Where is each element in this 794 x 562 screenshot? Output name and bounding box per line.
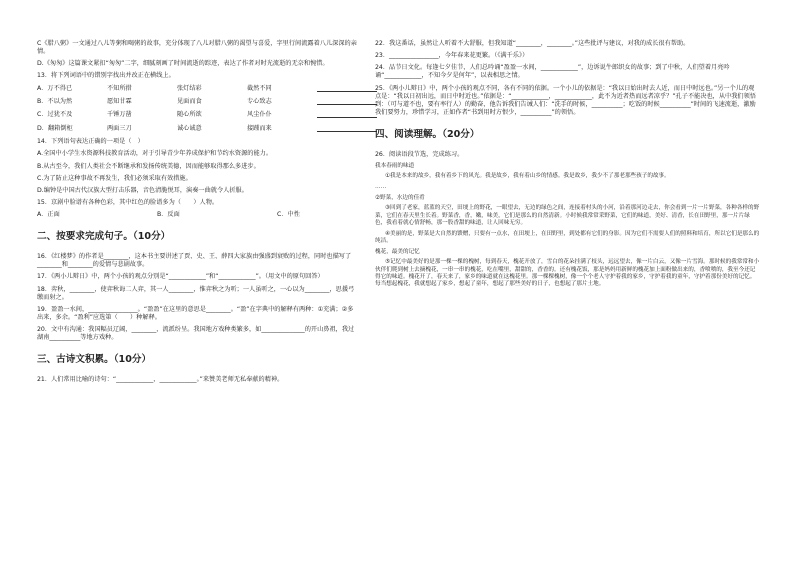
q12-option-c: C《腊八粥》一文通过八儿等粥和喝粥的故事，充分体现了八儿对腊八粥的渴望与喜爱，字里行间流露着八儿深深的亲情。 [37,40,357,55]
left-column [37,40,357,388]
answer-blank[interactable] [317,85,377,92]
q15-stem: 15．京剧中脸谱有各种色彩，其中红色的脸谱多为（ ）人物。 [37,199,219,207]
q13-row-a: A．万不得已 不知所措 张灯结彩 截然不同 [37,85,357,93]
answer-blank[interactable] [317,98,377,105]
q21: 21．人们常用比喻的诗句：“____________，____________。”来赞美老师无私奉献的精神。 [37,376,284,383]
q13-row-c: C．过犹不及 千锤万凿 随心所欲 风尘仆仆 [37,111,357,119]
passage-para-5: ⑤记忆中最美好的是那一棵一棵的槐树，每到春天，槐花开放了，雪白的花朵挂满了枝头，远远望去，像一片白云，又像一片雪海。那时候的我常常和小伙伴们爬到树上去摘槐花，一串一串的槐花，吃在嘴里，甜甜的，香香的。还有槐花饭，那是妈妈用新鲜的槐花加上面粉做出来的，香喷喷的，我至今还记得它的味道。槐花开了，春天来了，家乡的味道就在这槐花里。那一棵棵槐树，像一个个老人守护着我的家乡，守护着我的童年，守护着那份美好的记忆。每当想起槐花，我就想起了家乡，想起了童年，想起了那些美好的日子，也想起了那片土地。 [375,259,760,288]
q15-option-c[interactable]: C．中性 [277,211,300,219]
passage-para-3: ③回到了老家，蓝蓝的天空，田埂上的野花，一眼望去，无边的绿色之间，连接着村头的小河，沿着那河边走去，你会看到一片一片野菜，各种各样的野菜，它们在春天里生长着。野菜香，香，嫩，味美，它们是那么的自然清新。小时候我常常采野菜，它们的味道，美好、清香，长在田野里，那一片片绿色，我看着就心情舒畅，那一股香甜的味道，让人回味无穷。 [375,205,760,226]
passage-title: 我本春雨的味道 [375,162,415,169]
q25: 25．《两小儿辩日》中，两个小孩的观点不同，各有不同的依据。一个小儿的依据是：“我以日始出时去人近，而日中时远也。”另一个儿的观点是：“我以日初出远，而日中时近也。”依据是：“____________，____________，此不为近者热而远者凉乎？”孔子不能决也，从中我们领悟到：（可与道不也，要有率行人）的勤奋，他告诉我们告诫人们：“洗手的时候，__________；吃饭的时候__________”时间的飞速流逝，激励我们要努力，珍惜学习，正如作者“书到用时方恨少，__________”的领悟。 [375,84,756,116]
passage-subtitle-2: 槐花，最美的记忆 [375,248,420,255]
q18: 18．弈秋，________，使弈秋诲二人弈，其一人________，惟弈秋之为听；一人虽听之，一心以为________，思援弓缴而射之。 [37,285,355,301]
q12-option-d: D.《匆匆》这篇课文紧扣“匆匆”二字，细腻刻画了时间流逝的踪迹，表达了作者对时光流逝的无奈和惋惜。 [37,60,329,68]
answer-blank[interactable] [317,111,377,118]
q14-option-a: A.全国中小学生水资源科技教育活动，对于引导青少年养成保护和节约水资源的能力。 [37,150,273,158]
passage-para-4: ④美丽的是，野菜是大自然的馈赠，只要有一点水，在田埂上，在田野里，到处都有它们的身影。因为它们不需要人们的照料和培育，所以它们是那么的纯洁。 [375,230,760,244]
q13-stem: 13．将下列词语中的错别字找出并改正在横线上。 [37,72,175,80]
q14-option-c: C.为了防止这种事故不再发生，我们必须采取有效措施。 [37,174,192,182]
section-3-heading: 三、古诗文积累。（10分） [37,354,152,365]
q23: 23．________________，今年春来花更繁。（《满千乐》） [375,52,529,60]
q24: 24．品节日文化。每逢七夕佳节，人们总吟诵“盈盈一水间，____________”，边诉说牛郎织女的故事；到了中秋，人们望着月亮吟诵“____________，不知今夕是何年”，以表相思之情。 [375,64,730,80]
passage-subtitle-1: ②野菜，水边的佳肴 [375,194,425,201]
q13-row-b: B．不以为然 愿知甘霖 见面而食 专心致志 [37,98,357,106]
passage-ellipsis: …… [375,183,387,190]
q14-option-d: D.编钟是中国古代汉族大型打击乐器，音色清脆悦耳，演奏一曲就令人折服。 [37,186,248,194]
section-4-heading: 四、阅读理解。（20分） [375,128,480,140]
section-2-heading: 二、按要求完成句子。（10分） [37,231,171,243]
q15-options [37,211,357,219]
passage-para-1: ①我是本来的故乡，我有着乡下的风光。我是故乡，我有着山乡的情感。我是故乡，我少不了那老那些孩子的故事。 [385,173,670,180]
q16: 16．《红楼梦》的作者是________，这本书主要讲述了贾、史、王、薛四大家族由强盛到衰败的过程，同时也描写了________和________的爱情与悲剧故事。 [37,253,352,269]
q17: 17．《两小儿辩日》中，两个小孩的观点分别是“____________”和“____________”。（用文中的原句回答） [37,273,324,281]
q20: 20．文中有沟通：我国幅员辽阔，________，流派纷呈。我国地方戏种类繁多，如______________的开山鼻祖，我过湖南__________等地方戏种。 [37,326,355,341]
q14-stem: 14．下列语句表达正确的一项是（ ） [37,138,144,146]
q22: 22．我这番话，虽然让人听着不大舒服，但我知道“________，________。”这些批评与建议，对我的成长很有帮助。 [375,40,690,47]
q19: 19．盈盈一水间，________________。“盈盈”在这里的意思是________。“盈”在字典中的解释有两种：①充满；②多出来，多余。“盈利”应选第（ ）种解释。 [37,305,354,321]
q15-option-b[interactable]: B．反面 [157,211,180,219]
q14-option-b: B.从古至今，我们人类社会不断继承和发扬传统美德，因而能够取得那么多进步。 [37,162,260,170]
q13-row-d: D．翻箱倒柜 两面三刀 诚心诚意 接踵而来 [37,125,357,133]
q15-option-a[interactable]: A．正面 [37,211,60,219]
q26-stem: 26．阅读语段节选，完成练习。 [375,150,464,158]
right-column [375,40,760,292]
answer-blank[interactable] [317,125,377,132]
